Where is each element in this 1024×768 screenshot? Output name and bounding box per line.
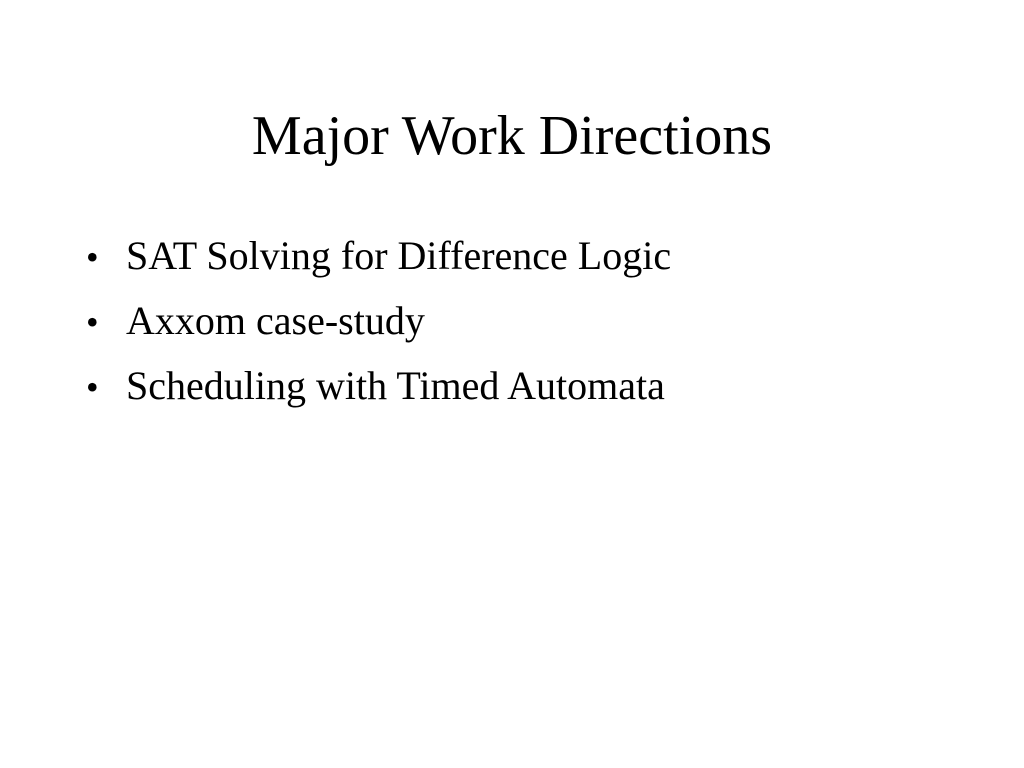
bullet-text: Scheduling with Timed Automata xyxy=(126,363,665,408)
bullet-marker-icon: • xyxy=(86,237,99,277)
bullet-marker-icon: • xyxy=(86,367,99,407)
bullet-marker-icon: • xyxy=(86,302,99,342)
bullet-text: SAT Solving for Difference Logic xyxy=(126,233,672,278)
bullet-item xyxy=(86,360,671,412)
bullet-text: Axxom case-study xyxy=(126,298,425,343)
bullet-list xyxy=(86,230,671,425)
bullet-item xyxy=(86,230,671,282)
slide-title: Major Work Directions xyxy=(251,105,773,167)
bullet-item xyxy=(86,295,671,347)
